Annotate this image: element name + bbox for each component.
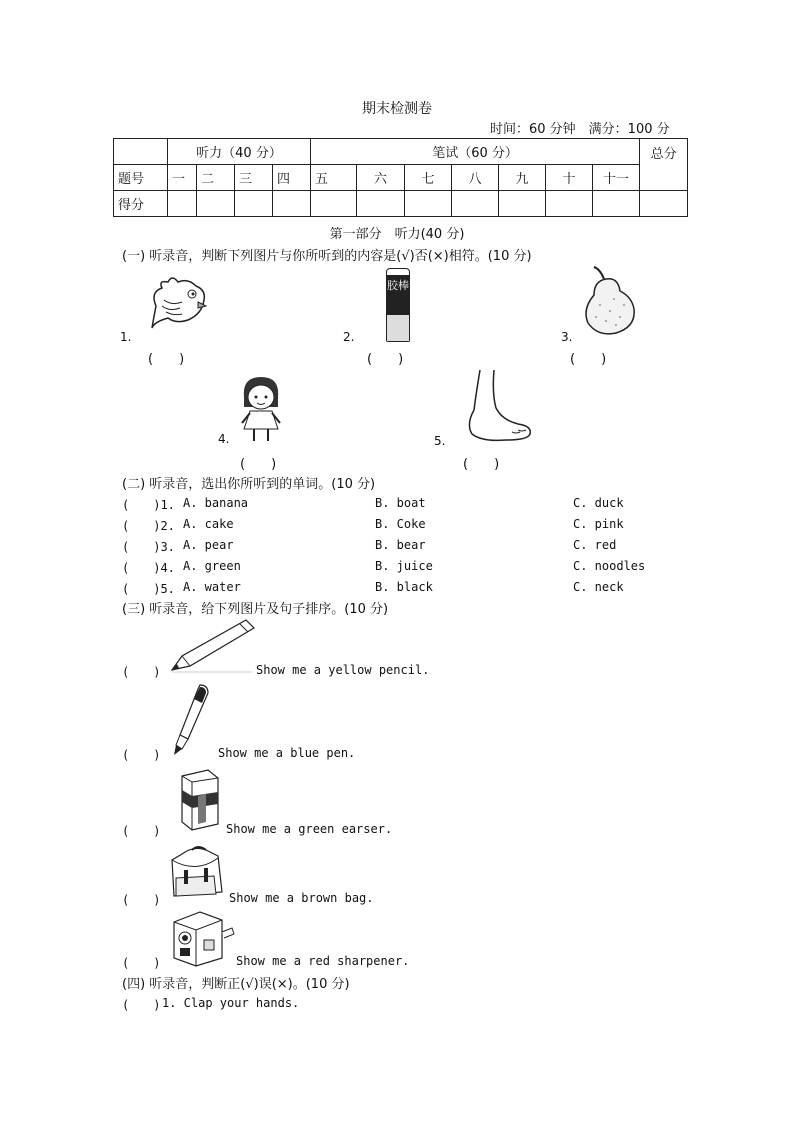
option-c: C. duck [573,496,624,510]
pen-icon [170,683,216,757]
score-cell[interactable] [546,191,593,217]
option-c: C. red [573,538,617,552]
option-b: B. black [375,580,433,594]
answer-paren[interactable]: ( ) [122,748,161,762]
score-cell[interactable] [235,191,273,217]
answer-paren[interactable]: ( )3. [122,540,175,554]
sentence: Show me a green earser. [226,822,393,836]
pencil-icon [168,616,258,674]
statement: 1. Clap your hands. [162,996,300,1010]
table-corner [114,139,168,165]
question-number: 十 [546,165,593,191]
answer-paren[interactable]: ( ) [122,665,161,679]
option-b: B. boat [375,496,426,510]
score-cell[interactable] [405,191,452,217]
answer-paren[interactable]: ( ) [463,457,500,472]
section3-heading: (三) 听录音，给下列图片及句子排序。(10 分) [122,602,389,617]
foot-icon [462,368,534,444]
sharpener-icon [168,908,236,968]
score-cell[interactable] [273,191,311,217]
answer-paren[interactable]: ( ) [122,893,161,907]
section1-heading: (一) 听录音，判断下列图片与你所听到的内容是(√)否(×)相符。(10 分) [122,249,532,264]
bird-icon [148,272,208,332]
answer-paren[interactable]: ( ) [367,352,404,367]
option-c: C. pink [573,517,624,531]
section4-heading: (四) 听录音，判断正(√)误(×)。(10 分) [122,977,350,992]
question-number: 一 [168,165,197,191]
sentence: Show me a blue pen. [218,746,356,760]
bag-icon [166,844,228,900]
total-header: 总分 [640,139,688,191]
sentence: Show me a brown bag. [229,891,374,905]
eraser-icon [174,768,222,832]
writing-header: 笔试（60 分） [311,139,640,165]
score-cell[interactable] [499,191,546,217]
score-table [113,138,688,217]
option-c: C. neck [573,580,624,594]
question-number: 九 [499,165,546,191]
sentence: Show me a yellow pencil. [256,663,430,677]
option-a: A. water [183,580,241,594]
item-number: 2. [343,330,355,344]
item-number: 4. [218,432,230,446]
question-number: 七 [405,165,452,191]
score-cell[interactable] [311,191,357,217]
score-cell[interactable] [593,191,640,217]
answer-paren[interactable]: ( ) [240,457,277,472]
score-cell[interactable] [357,191,405,217]
score-cell-total[interactable] [640,191,688,217]
glue-stick-label: 胶棒 [387,275,409,315]
option-a: A. banana [183,496,249,510]
section2-heading: (二) 听录音，选出你所听到的单词。(10 分) [122,477,376,492]
pear-icon [580,265,640,337]
question-number: 二 [197,165,235,191]
option-b: B. Coke [375,517,426,531]
time-info: 时间：60 分钟 满分：100 分 [490,122,670,137]
option-a: A. green [183,559,241,573]
question-number: 六 [357,165,405,191]
answer-paren[interactable]: ( ) [122,998,161,1012]
answer-paren[interactable]: ( ) [570,352,607,367]
answer-paren[interactable]: ( ) [122,824,161,838]
question-number: 五 [311,165,357,191]
answer-paren[interactable]: ( ) [122,956,161,970]
girl-icon [238,375,284,443]
glue-stick-icon [386,268,410,342]
item-number: 5. [434,434,446,448]
answer-paren[interactable]: ( )4. [122,561,175,575]
listening-header: 听力（40 分） [168,139,311,165]
question-number: 四 [273,165,311,191]
option-b: B. bear [375,538,426,552]
answer-paren[interactable]: ( )5. [122,582,175,596]
item-number: 3. [561,330,573,344]
answer-paren[interactable]: ( ) [148,352,185,367]
page-title: 期末检测卷 [362,101,432,117]
option-c: C. noodles [573,559,646,573]
option-a: A. cake [183,517,234,531]
answer-paren[interactable]: ( )2. [122,519,175,533]
item-number: 1. [120,330,132,344]
row-label-number: 题号 [114,165,168,191]
option-b: B. juice [375,559,433,573]
question-number: 三 [235,165,273,191]
sentence: Show me a red sharpener. [236,954,410,968]
question-number: 八 [452,165,499,191]
row-label-score: 得分 [114,191,168,217]
score-cell[interactable] [197,191,235,217]
answer-paren[interactable]: ( )1. [122,498,175,512]
option-a: A. pear [183,538,234,552]
score-cell[interactable] [168,191,197,217]
score-cell[interactable] [452,191,499,217]
question-number: 十一 [593,165,640,191]
part1-title: 第一部分 听力(40 分) [329,227,465,242]
